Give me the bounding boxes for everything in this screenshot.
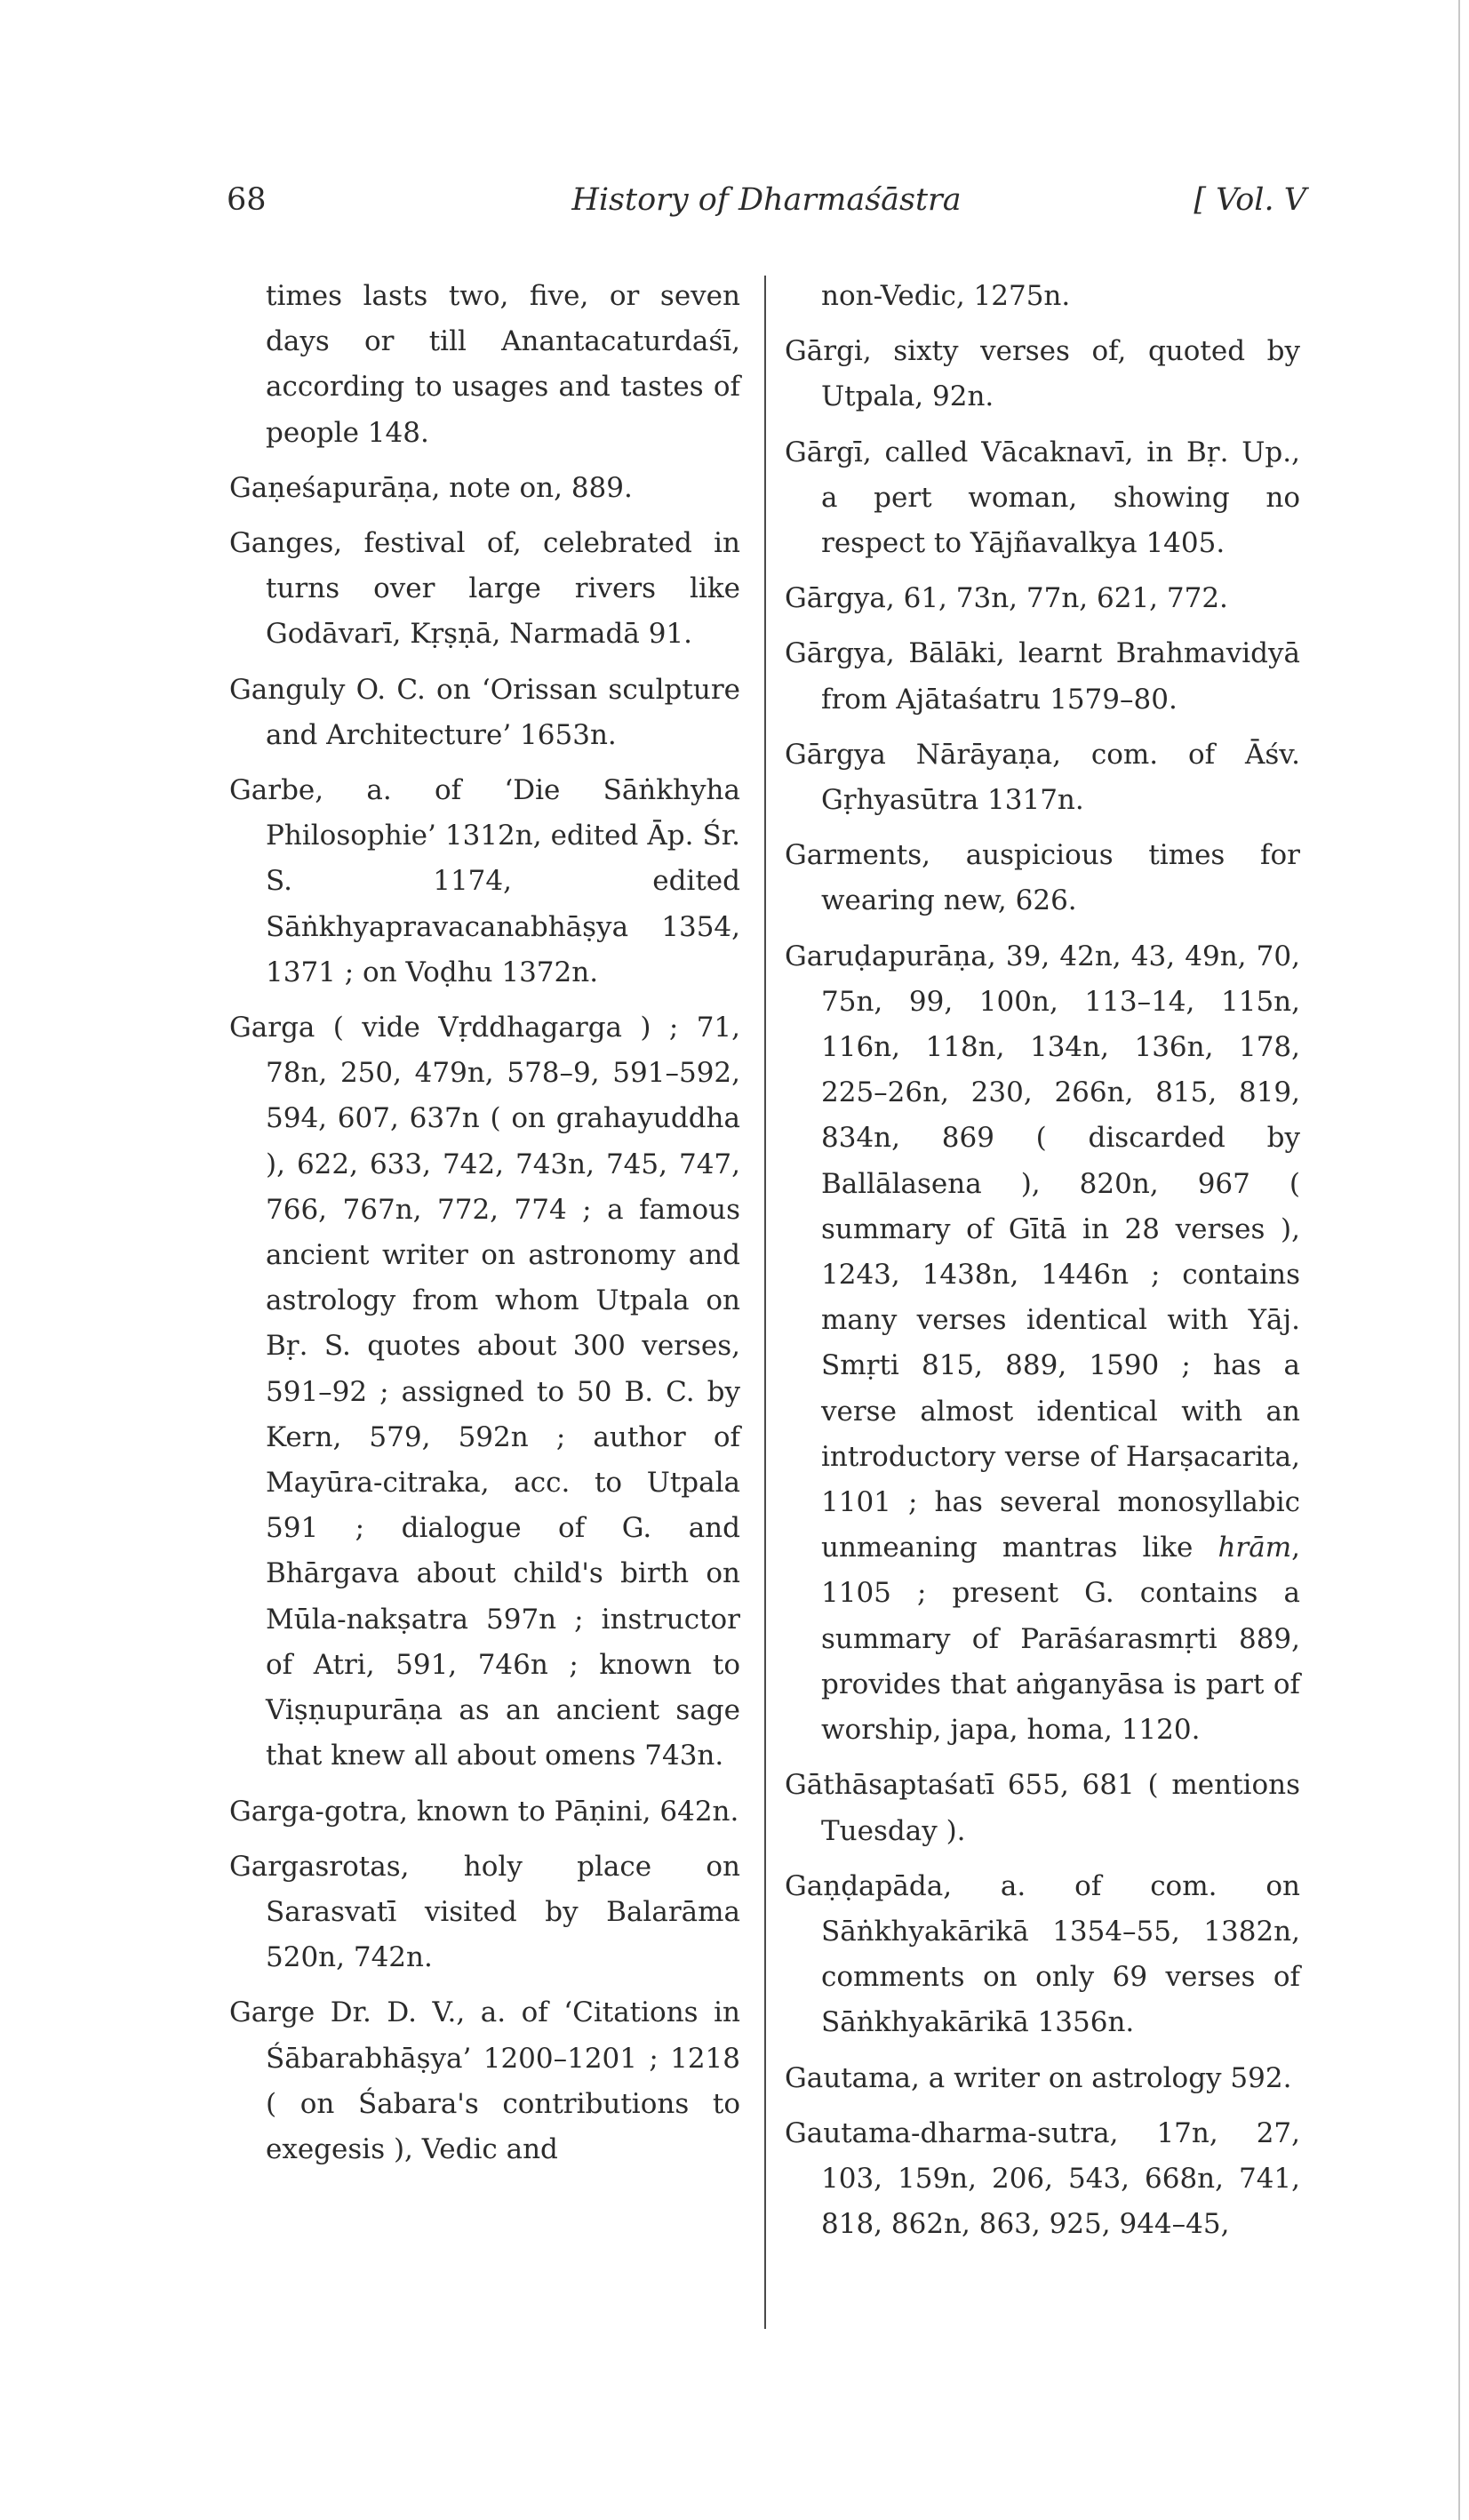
index-entry: Gāthāsaptaśatī 655, 681 ( mentions Tuesday ). (785, 1769, 1300, 1847)
index-entry: Gautama-dharma-sutra, 17n, 27, 103, 159n, 206, 543, 668n, 741, 818, 862n, 863, 925, 944–45, (785, 2116, 1300, 2241)
index-entry: Garga-gotra, known to Pāṇini, 642n. (229, 1795, 739, 1828)
index-entry: Gargasrotas, holy place on Sarasvatī visited by Balarāma 520n, 742n. (229, 1850, 740, 1974)
index-entry-text: , 1105 ; present G. contains a summary of Parāśarasmṛti 889, provides that aṅganyāsa is part of worship, japa, homa, 1120. (821, 1532, 1300, 1747)
running-header (227, 182, 1306, 236)
index-entry: Garga ( vide Vṛddhagarga ) ; 71, 78n, 250, 479n, 578–9, 591–592, 594, 607, 637n ( on grahayuddha ), 622, 633, 742, 743n, 745, 747, 766, 767n, 772, 774 ; a famous ancient writer on astronomy and astrology from whom Utpala on Bṛ. S. quotes about 300 verses, 591–92 ; assigned to 50 B. C. by Kern, 579, 592n ; author of Mayūra-citraka, acc. to Utpala 591 ; dialogue of G. and Bhārgava about child's birth on Mūla-nakṣatra 597n ; instructor of Atri, 591, 746n ; known to Viṣṇupurāṇa as an ancient sage that knew all about omens 743n. (229, 1012, 740, 1772)
index-entry: Garbe, a. of ‘Die Sāṅkhyha Philosophie’ 1312n, edited Āp. Śr. S. 1174, edited Sāṅkhyapravacanabhāṣya 1354, 1371 ; on Voḍhu 1372n. (229, 774, 740, 988)
index-entry: Gārgya Nārāyaṇa, com. of Āśv. Gṛhyasūtra 1317n. (785, 738, 1300, 817)
index-entry: Garments, auspicious times for wearing new, 626. (785, 839, 1300, 917)
index-entry: Ganguly O. C. on ‘Orissan sculpture and Architecture’ 1653n. (229, 673, 740, 751)
index-column-left (229, 274, 740, 2182)
index-entry: times lasts two, five, or seven days or till Anantacaturdaśī, according to usages and tastes of people 148. (266, 280, 740, 449)
index-entry: Gārgya, Bālāki, learnt Brahmavidyā from Ajātaśatru 1579–80. (785, 637, 1300, 716)
index-entry: Gārgī, called Vācaknavī, in Bṛ. Up., a pert woman, showing no respect to Yājñavalkya 1405. (785, 436, 1300, 560)
volume-label: [ Vol. V (1194, 182, 1306, 218)
index-entry: Gaṇḍapāda, a. of com. on Sāṅkhyakārikā 1354–55, 1382n, comments on only 69 verses of Sāṅkhyakārikā 1356n. (785, 1869, 1300, 2039)
index-entry: Gārgi, sixty verses of, quoted by Utpala, 92n. (785, 335, 1300, 413)
page-number: 68 (227, 182, 267, 218)
index-entry: non-Vedic, 1275n. (821, 280, 1071, 312)
index-entry: Gārgya, 61, 73n, 77n, 621, 772. (785, 582, 1228, 615)
index-entry: Garge Dr. D. V., a. of ‘Citations in Śābarabhāṣya’ 1200–1201 ; 1218 ( on Śabara's contributions to exegesis ), Vedic and (229, 1996, 740, 2165)
index-entry: Ganges, festival of, celebrated in turns over large rivers like Godāvarī, Kṛṣṇā, Narmadā 91. (229, 527, 740, 651)
running-title: History of Dharmaśāstra (571, 182, 962, 218)
column-divider (764, 276, 766, 2329)
index-entry: Gautama, a writer on astrology 592. (785, 2061, 1292, 2094)
italic-term: hrām (1218, 1532, 1292, 1564)
index-entry: Gaṇeśapurāṇa, note on, 889. (229, 471, 633, 504)
index-column-right (785, 274, 1300, 2257)
page-edge-line (1458, 0, 1460, 2520)
index-entry (785, 934, 1300, 1754)
index-entry-text: Garuḍapurāṇa, 39, 42n, 43, 49n, 70, 75n, 99, 100n, 113–14, 115n, 116n, 118n, 134n, 136n, 178, 225–26n, 230, 266n, 815, 819, 834n, 869 ( discarded by Ballālasena ), 820n, 967 ( summary of Gītā in 28 verses ), 1243, 1438n, 1446n ; contains many verses identical with Yāj. Smṛti 815, 889, 1590 ; has a verse almost identical with an introductory verse of Harṣacarita, 1101 ; has several monosyllabic unmeaning mantras like (785, 940, 1300, 1564)
